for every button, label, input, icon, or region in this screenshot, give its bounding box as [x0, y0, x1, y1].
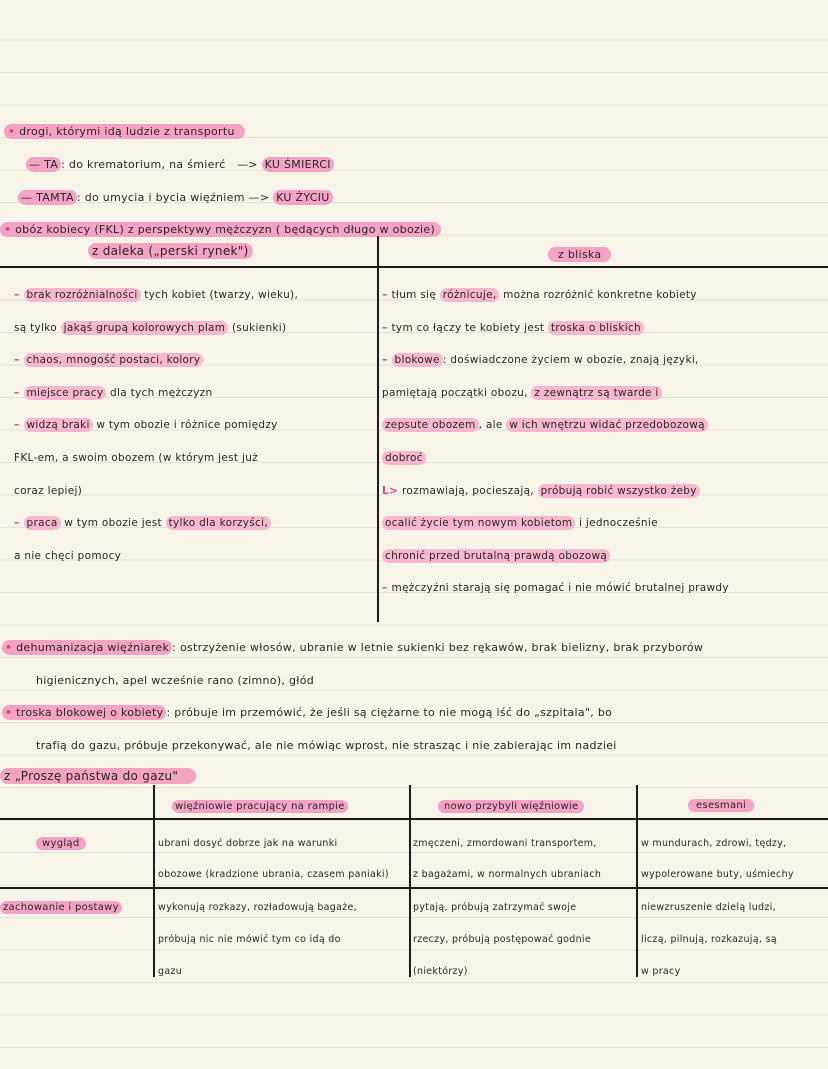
note-line — [382, 483, 700, 499]
dash-icon: – — [382, 582, 392, 595]
text: są tylko — [14, 321, 61, 334]
table-cell-line: niewzruszenie dzielą ludzi, — [641, 902, 776, 913]
highlight: ocalić życie tym nowym kobietom — [382, 516, 575, 530]
line-ta: — TA : do krematorium, na śmierć —> KU ŚMIERCI — [26, 157, 334, 173]
text: dla tych mężczyzn — [106, 386, 213, 399]
highlight: troska o bliskich — [548, 321, 644, 335]
heading-text: drogi, którymi idą ludzie z transportu — [19, 125, 235, 138]
text: (sukienki) — [228, 321, 287, 334]
highlight: brak rozróżnialności — [24, 288, 141, 302]
table-cell-line: ubrani dosyć dobrze jak na warunki — [158, 838, 338, 849]
dash-icon: – — [14, 386, 24, 399]
dash-icon: – — [382, 289, 392, 301]
highlight: z zewnątrz są twarde i — [531, 386, 661, 400]
text: , ale — [478, 419, 507, 432]
note-line — [14, 287, 298, 303]
note-line — [382, 450, 426, 466]
highlight: w ich wnętrzu widać przedobozową — [506, 418, 708, 432]
t2-vline-1 — [153, 785, 155, 977]
note-line — [382, 287, 697, 303]
tamta-result: KU ŻYCIU — [273, 190, 333, 205]
table-cell-line: pytają, próbują zatrzymać swoje — [413, 902, 577, 913]
highlight: miejsce pracy — [24, 386, 107, 400]
note-line — [14, 483, 82, 499]
section1-heading — [4, 124, 245, 140]
note-line — [14, 548, 121, 564]
table-cell-line: (niektórzy) — [413, 966, 468, 977]
bullet-icon: • — [5, 641, 13, 654]
troska-line: • troska blokowej o kobiety : próbuje im przemówić, że jeśli są ciężarne to nie mogą iść do „szpitala", bo — [2, 705, 612, 721]
note-line — [14, 385, 212, 401]
text: a nie chęci pomocy — [14, 549, 122, 562]
note-line — [14, 450, 258, 466]
text: w tym obozie jest — [60, 517, 166, 530]
note-line — [14, 320, 286, 336]
section4-heading: z „Proszę państwa do gazu" — [0, 768, 196, 784]
text: : doświadczone życiem w obozie, znają języki, — [442, 354, 699, 367]
bullet-icon: • — [5, 706, 13, 719]
section2-heading — [0, 222, 441, 238]
highlight: blokowe — [392, 353, 443, 367]
text: można rozróżnić konkretne kobiety — [499, 289, 697, 301]
highlight: zepsute obozem — [382, 418, 479, 432]
dash-icon: – — [14, 354, 24, 367]
highlight: chaos, mnogość postaci, kolory — [24, 353, 204, 367]
note-line — [382, 515, 658, 531]
arrow-icon: —> — [237, 158, 258, 171]
table-cell-line: liczą, pilnują, rozkazują, są — [641, 934, 777, 945]
bullet-icon: • — [8, 125, 16, 138]
table-cell-line: wypolerowane buty, uśmiechy — [641, 869, 794, 880]
arrow-icon: L> — [382, 484, 403, 497]
table-cell-line: próbują nic nie mówić tym co idą do — [158, 934, 341, 945]
note-line — [14, 352, 203, 368]
dehumanizacja-line2: higienicznych, apel wcześnie rano (zimno), głód — [36, 674, 315, 687]
dash-icon: – — [14, 517, 24, 530]
note-line — [14, 417, 278, 433]
table-cell-line: wykonują rozkazy, rozładowują bagaże, — [158, 902, 357, 913]
text: tych kobiet (twarzy, wieku), — [140, 289, 299, 301]
table-cell-line: obozowe (kradzione ubrania, czasem paniaki) — [158, 869, 389, 880]
text: FKL-em, a swoim obozem (w którym jest już — [14, 452, 258, 464]
table-cell-line: gazu — [158, 966, 183, 977]
t2-vline-3 — [636, 785, 638, 977]
troska-line2: trafią do gazu, próbuje przekonywać, ale nie mówiąc wprost, nie strasząc i nie zabierając im nadziei — [36, 739, 617, 752]
text: coraz lepiej) — [14, 484, 83, 497]
note-line — [382, 580, 729, 596]
table-cell-line: zmęczeni, zmordowani transportem, — [413, 838, 597, 849]
col-right-title: z bliska — [548, 247, 611, 263]
ta-result: KU ŚMIERCI — [262, 157, 334, 172]
table-top-rule — [0, 266, 828, 268]
row1-label: wygląd — [36, 836, 86, 852]
text: rozmawiają, pocieszają, — [402, 484, 538, 497]
table-divider — [377, 236, 379, 622]
highlight: tylko dla korzyści, — [166, 516, 271, 530]
t2-header-3: esesmani — [688, 798, 754, 814]
tamta-text: : do umycia i bycia więźniem — [76, 191, 245, 204]
col-left-title: z daleka („perski rynek") — [88, 243, 253, 259]
dash-icon: – — [382, 321, 392, 334]
text: w tym obozie i różnice pomiędzy — [92, 419, 278, 432]
note-line — [382, 352, 699, 368]
t2-vline-2 — [409, 785, 411, 977]
note-line — [382, 548, 610, 564]
text: tym co łączy te kobiety jest — [391, 321, 548, 334]
dehumanizacja-line: • dehumanizacja więźniarek : ostrzyżenie włosów, ubranie w letnie sukienki bez rękawów, brak bielizny, brak przyborów — [2, 640, 703, 656]
highlight: widzą braki — [24, 418, 93, 432]
table-cell-line: rzeczy, próbują postępować godnie — [413, 934, 591, 945]
highlight: dobroć — [382, 451, 426, 465]
dash-icon: – — [382, 354, 392, 367]
t2-hline-2 — [0, 887, 828, 889]
heading-text: obóz kobiecy (FKL) z perspektywy mężczyzn ( będących długo w obozie) — [15, 223, 436, 236]
dash-icon: – — [14, 289, 24, 301]
t2-hline-1 — [0, 818, 828, 820]
note-line — [14, 515, 271, 531]
t2-header-1: więźniowie pracujący na rampie — [172, 799, 348, 815]
note-line — [382, 417, 708, 433]
t2-header-2: nowo przybyli więźniowie — [438, 799, 584, 815]
table-cell-line: z bagażami, w normalnych ubraniach — [413, 869, 602, 880]
text: mężczyźni starają się pomagać i nie mówić brutalnej prawdy — [391, 582, 729, 595]
dash-icon: – — [14, 419, 24, 432]
text: pamiętają początki obozu, — [382, 386, 532, 399]
text: tłum się — [391, 289, 440, 301]
highlight: jakąś grupą kolorowych plam — [61, 321, 229, 335]
line-tamta: — TAMTA : do umycia i bycia więźniem —> KU ŻYCIU — [18, 190, 333, 206]
text: i jednocześnie — [575, 517, 658, 530]
highlight: różnicuje, — [440, 288, 500, 302]
note-line — [382, 320, 644, 336]
table-cell-line: w mundurach, zdrowi, tędzy, — [641, 838, 787, 849]
highlight: praca — [24, 516, 61, 530]
arrow-icon: —> — [248, 191, 270, 204]
table-cell-line: w pracy — [641, 966, 681, 977]
ta-text: : do krematorium, na śmierć — [61, 158, 226, 171]
row2-label: zachowanie i postawy — [0, 900, 122, 916]
tamta-label: TAMTA — [36, 191, 74, 204]
note-line — [382, 385, 662, 401]
ta-label: TA — [44, 158, 59, 171]
bullet-icon: • — [4, 223, 12, 236]
highlight: próbują robić wszystko żeby — [538, 484, 700, 498]
highlight: chronić przed brutalną prawdą obozową — [382, 549, 610, 563]
